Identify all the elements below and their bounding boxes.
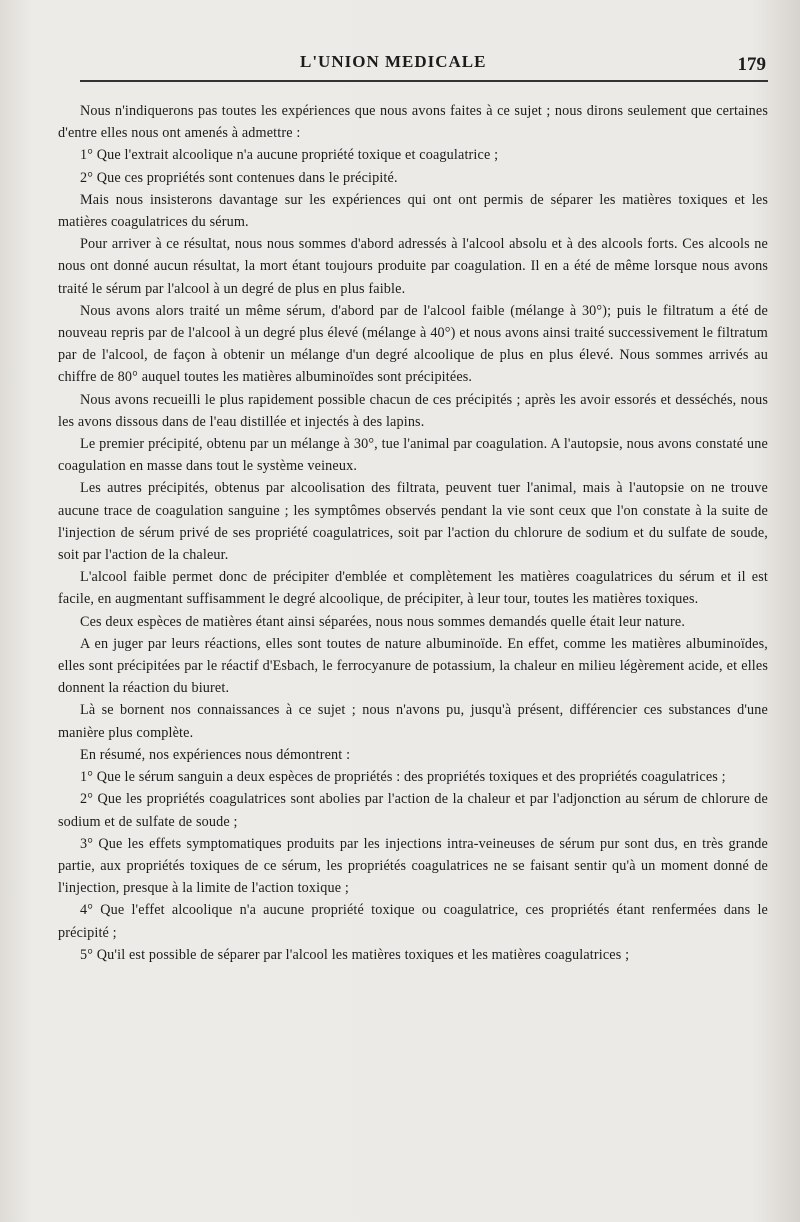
paragraph: Mais nous insisterons davantage sur les expériences qui ont ont permis de séparer les matières toxiques et les matières coagulatrices du sérum. (58, 191, 768, 231)
paragraph: 1° Que l'extrait alcoolique n'a aucune propriété toxique et coagulatrice ; (80, 147, 499, 164)
paragraph: 5° Qu'il est possible de séparer par l'alcool les matières toxiques et les matières coagulatrices ; (80, 946, 630, 963)
paragraph: Nous n'indiquerons pas toutes les expériences que nous avons faites à ce sujet ; nous dirons seulement que certaines d'entre elles nous ont amenés à admettre : (58, 103, 768, 142)
paragraph: Les autres précipités, obtenus par alcoolisation des filtrata, peuvent tuer l'animal, mais à l'autopsie on ne trouve aucune trace de coagulation sanguine ; les symptômes observés pendant la vie sont ceux que l'on constate à la suite de l'injection de sérum privé de ses propriété coagulatrices, soit par l'action du chlorure de sodium et du sulfate de soude, soit par l'action de la chaleur. (58, 480, 768, 564)
paragraph: Nous avons recueilli le plus rapidement possible chacun de ces précipités ; après les avoir essorés et desséchés, nous les avons dissous dans de l'eau distillée et injectés à des lapins. (58, 391, 768, 430)
paragraph: 1° Que le sérum sanguin a deux espèces de propriétés : des propriétés toxiques et des propriétés coagulatrices ; (80, 769, 726, 786)
paragraph: Ces deux espèces de matières étant ainsi séparées, nous nous sommes demandés quelle était leur nature. (80, 613, 686, 630)
page-header (58, 52, 768, 82)
header-rule (80, 80, 768, 82)
article-body (58, 100, 768, 966)
paragraph: Pour arriver à ce résultat, nous nous sommes d'abord adressés à l'alcool absolu et à des alcools forts. Ces alcools ne nous ont donné aucun résultat, la mort étant toujours produite par coagulation. Il en a été de même lorsque nous avons traité le sérum par l'alcool à un degré de plus en plus faible. (58, 236, 768, 297)
page-number: 179 (737, 54, 766, 75)
paragraph: Le premier précipité, obtenu par un mélange à 30°, tue l'animal par coagulation. A l'autopsie, nous avons constaté une coagulation en masse dans tout le système veineux. (58, 436, 768, 475)
running-head: L'UNION MEDICALE (300, 52, 487, 71)
paragraph: 4° Que l'effet alcoolique n'a aucune propriété toxique ou coagulatrice, ces propriétés étant renfermées dans le précipité ; (58, 902, 768, 941)
paragraph: 2° Que ces propriétés sont contenues dans le précipité. (80, 169, 398, 186)
paragraph: A en juger par leurs réactions, elles sont toutes de nature albuminoïde. En effet, comme les matières albuminoïdes, elles sont précipitées par le réactif d'Esbach, le ferrocyanure de potassium, la chaleur en milieu légèrement acide, et elles donnent la réaction du biuret. (58, 635, 768, 697)
paragraph: 3° Que les effets symptomatiques produits par les injections intra-veineuses de sérum pur sont dus, en très grande partie, aux propriétés toxiques de ce sérum, les propriétés coagulatrices ne se faisant sentir qu'à un moment donné de l'injection, presque à la limite de l'action toxique ; (58, 835, 768, 897)
paragraph: Nous avons alors traité un même sérum, d'abord par de l'alcool faible (mélange à 30°); puis le filtratum a été de nouveau repris par de l'alcool à un degré plus élevé (mélange à 40°) et nous avons ainsi traité successivement le filtratum par de l'alcool, de façon à obtenir un mélange d'un degré alcoolique de plus en plus élevé. Nous sommes arrivés au chiffre de 80° auquel toutes les matières albuminoïdes sont précipitées. (58, 302, 768, 386)
paragraph: L'alcool faible permet donc de précipiter d'emblée et complètement les matières coagulatrices du sérum et il est facile, en augmentant suffisamment le degré alcoolique, de précipiter, à leur tour, toutes les matières toxiques. (58, 569, 768, 608)
paragraph: Là se bornent nos connaissances à ce sujet ; nous n'avons pu, jusqu'à présent, différencier ces substances d'une manière plus complète. (58, 702, 768, 741)
paragraph: En résumé, nos expériences nous démontrent : (80, 746, 351, 763)
paragraph: 2° Que les propriétés coagulatrices sont abolies par l'action de la chaleur et par l'adjonction au sérum de chlorure de sodium et de sulfate de soude ; (58, 791, 768, 830)
